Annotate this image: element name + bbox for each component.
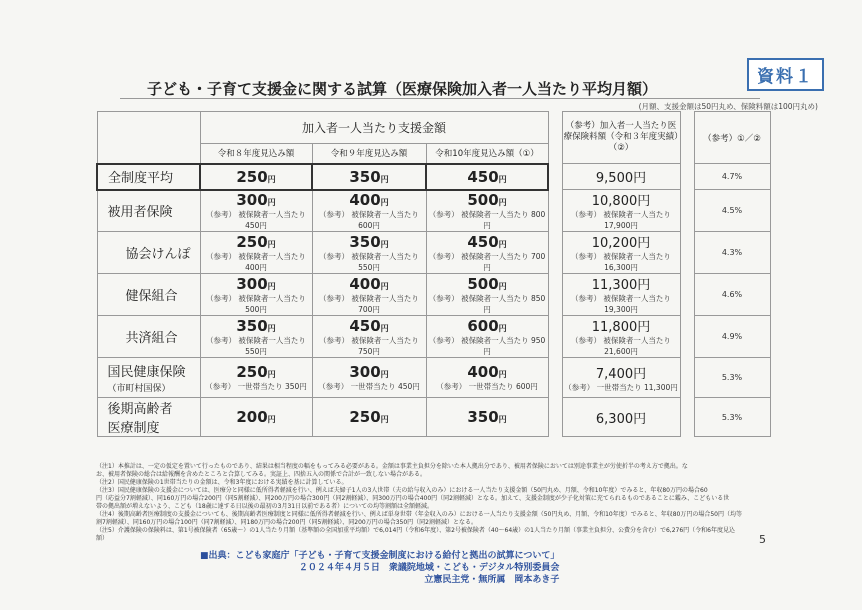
footnotes bbox=[96, 463, 768, 543]
footnote: 円（応益分7割軽減）、同160万円の場合200円（同5割軽減）、同200万円の場合300円（同2割軽減）、同300万円の場合400円（同2割軽減）となる。加えて、支援金制度が少子化対策に充てられるものであることに鑑み、こどもいる世 bbox=[96, 495, 730, 502]
footnote: （注3）国民健康保険の支援金については、医療分と同様に低所得者軽減を行い、例えば夫婦子1人の3人世帯（夫の給与収入のみ）における一人当たり支援金額（50円丸め、月額、令和10年度）でみると、年収80万円の場合60 bbox=[96, 487, 708, 494]
table-row bbox=[97, 316, 770, 358]
table-row bbox=[97, 190, 770, 232]
row-label: 協会けんぽ bbox=[97, 232, 200, 274]
source-line-3: 立憲民主党・無所属 岡本あき子 bbox=[424, 575, 560, 585]
amount-y8: 250円 bbox=[200, 164, 312, 190]
amount-y8: 250円 （参考） 被保険者一人当たり 400円 bbox=[200, 232, 312, 274]
footnote: お、被用者保険の総合は給報酬を含めたところと合算してみる。実証上、四捨五入の関係で合計が一致しない場合がある。 bbox=[96, 471, 427, 478]
document-badge: 資料１ bbox=[747, 58, 824, 91]
row-label: 全制度平均 bbox=[97, 164, 200, 190]
ref-premium: 6,300円 bbox=[562, 398, 680, 437]
header-r9: 令和９年度見込み額 bbox=[312, 144, 426, 164]
amount-y10: 400円 （参考） 一世帯当たり 600円 bbox=[426, 358, 548, 398]
table-row bbox=[97, 232, 770, 274]
amount-y10: 500円 （参考） 被保険者一人当たり 850円 bbox=[426, 274, 548, 316]
header-r10: 令和10年度見込み額（①） bbox=[426, 144, 548, 164]
source-line-2: ２０２４年４月５日 衆議院地域・こども・デジタル特別委員会 bbox=[298, 563, 560, 573]
amount-y9: 300円 （参考） 一世帯当たり 450円 bbox=[312, 358, 426, 398]
page-title: 子ども・子育て支援金に関する試算（医療保険加入者一人当たり平均月額） bbox=[147, 80, 658, 98]
row-label: 被用者保険 bbox=[97, 190, 200, 232]
source-line-1: ■出典：こども家庭庁「子ども・子育て支援金制度における給付と拠出の試算について」 bbox=[200, 551, 560, 561]
table-row bbox=[97, 358, 770, 398]
footnote: （注1）本推計は、一定の仮定を置いて行ったものであり、結果は相当程度の幅をもってみる必要がある。金額は事業主負担分を除いた本人拠出分であり、被用者保険においては別途事業主が労使折半の考え方で拠出。な bbox=[96, 463, 688, 470]
table-body bbox=[97, 164, 770, 437]
amount-y10: 450円 bbox=[426, 164, 548, 190]
row-label: 健保組合 bbox=[97, 274, 200, 316]
ratio-value: 4.6% bbox=[694, 274, 770, 316]
footnote: （注2）国民健康保険の1世帯当たりの金額は、令和3年度における実績を基に計算している。 bbox=[96, 479, 348, 486]
amount-y9: 350円 bbox=[312, 164, 426, 190]
support-fee-table bbox=[96, 111, 771, 437]
amount-y8: 350円 （参考） 被保険者一人当たり 550円 bbox=[200, 316, 312, 358]
header-r8: 令和８年度見込み額 bbox=[200, 144, 312, 164]
footnote: （注5）介護保険の保険料は、第1号被保険者（65歳～）の1人当たり月額（基準額の全国加重平均額）で6,014円（令和6年度）、第2号被保険者（40～64歳）の1人当たり月額（事業主負担分、公費分を含む）で6,276円（令和6年度見込 bbox=[96, 527, 735, 534]
amount-y9: 450円 （参考） 被保険者一人当たり 750円 bbox=[312, 316, 426, 358]
amount-y10: 350円 bbox=[426, 398, 548, 437]
table-row bbox=[97, 398, 770, 437]
amount-y10: 450円 （参考） 被保険者一人当たり 700円 bbox=[426, 232, 548, 274]
footnote: 額） bbox=[96, 535, 109, 542]
ratio-value: 5.3% bbox=[694, 358, 770, 398]
row-label: 後期高齢者 医療制度 bbox=[97, 398, 200, 437]
amount-y9: 400円 （参考） 被保険者一人当たり 700円 bbox=[312, 274, 426, 316]
ref-premium: 10,800円 （参考） 被保険者一人当たり 17,900円 bbox=[562, 190, 680, 232]
amount-y8: 300円 （参考） 被保険者一人当たり 450円 bbox=[200, 190, 312, 232]
amount-y9: 250円 bbox=[312, 398, 426, 437]
page-number: 5 bbox=[759, 533, 766, 546]
header-ratio: （参考）①／② bbox=[694, 112, 770, 164]
ref-premium: 11,800円 （参考） 被保険者一人当たり 21,600円 bbox=[562, 316, 680, 358]
source-citation bbox=[200, 550, 559, 586]
amount-y10: 600円 （参考） 被保険者一人当たり 950円 bbox=[426, 316, 548, 358]
ref-premium: 7,400円 （参考） 一世帯当たり 11,300円 bbox=[562, 358, 680, 398]
row-label: 共済組合 bbox=[97, 316, 200, 358]
title-divider bbox=[120, 98, 760, 99]
amount-y9: 350円 （参考） 被保険者一人当たり 550円 bbox=[312, 232, 426, 274]
ratio-value: 4.3% bbox=[694, 232, 770, 274]
ref-premium: 10,200円 （参考） 被保険者一人当たり 16,300円 bbox=[562, 232, 680, 274]
ratio-value: 4.5% bbox=[694, 190, 770, 232]
header-group: 加入者一人当たり支援金額 bbox=[200, 112, 548, 144]
amount-y10: 500円 （参考） 被保険者一人当たり 800円 bbox=[426, 190, 548, 232]
ref-premium: 9,500円 bbox=[562, 164, 680, 190]
rounding-note: (月額、支援金額は50円丸め、保険料額は100円丸め) bbox=[638, 102, 818, 111]
amount-y9: 400円 （参考） 被保険者一人当たり 600円 bbox=[312, 190, 426, 232]
ref-premium: 11,300円 （参考） 被保険者一人当たり 19,300円 bbox=[562, 274, 680, 316]
footnote: 帯の拠出額が増えないよう、こども（18歳に達する日以後の最初の3月31日以前である者）についての均等割額は全額軽減。 bbox=[96, 503, 433, 510]
row-label: 国民健康保険 （市町村国保） bbox=[97, 358, 200, 398]
footnote: 割7割軽減）、同160万円の場合100円（同7割軽減）、同180万円の場合200円（同5割軽減）、同200万円の場合350円（同2割軽減）となる。 bbox=[96, 519, 477, 526]
ratio-value: 4.9% bbox=[694, 316, 770, 358]
table-row bbox=[97, 274, 770, 316]
header-ref-premium: （参考）加入者一人当たり医療保険料額（令和３年度実績）（②） bbox=[562, 112, 680, 164]
amount-y8: 200円 bbox=[200, 398, 312, 437]
amount-y8: 300円 （参考） 被保険者一人当たり 500円 bbox=[200, 274, 312, 316]
amount-y8: 250円 （参考） 一世帯当たり 350円 bbox=[200, 358, 312, 398]
table-row bbox=[97, 164, 770, 190]
footnote: （注4）後期高齢者医療制度の支援金についても、後期高齢者医療制度と同様に低所得者軽減を行い、例えば単身世帯（年金収入のみ）における一人当たり支援金額（50円丸め、月額、令和10年度）でみると、年収80万円の場合50円（均等 bbox=[96, 511, 743, 518]
ratio-value: 5.3% bbox=[694, 398, 770, 437]
corner-cell bbox=[97, 112, 200, 164]
ratio-value: 4.7% bbox=[694, 164, 770, 190]
